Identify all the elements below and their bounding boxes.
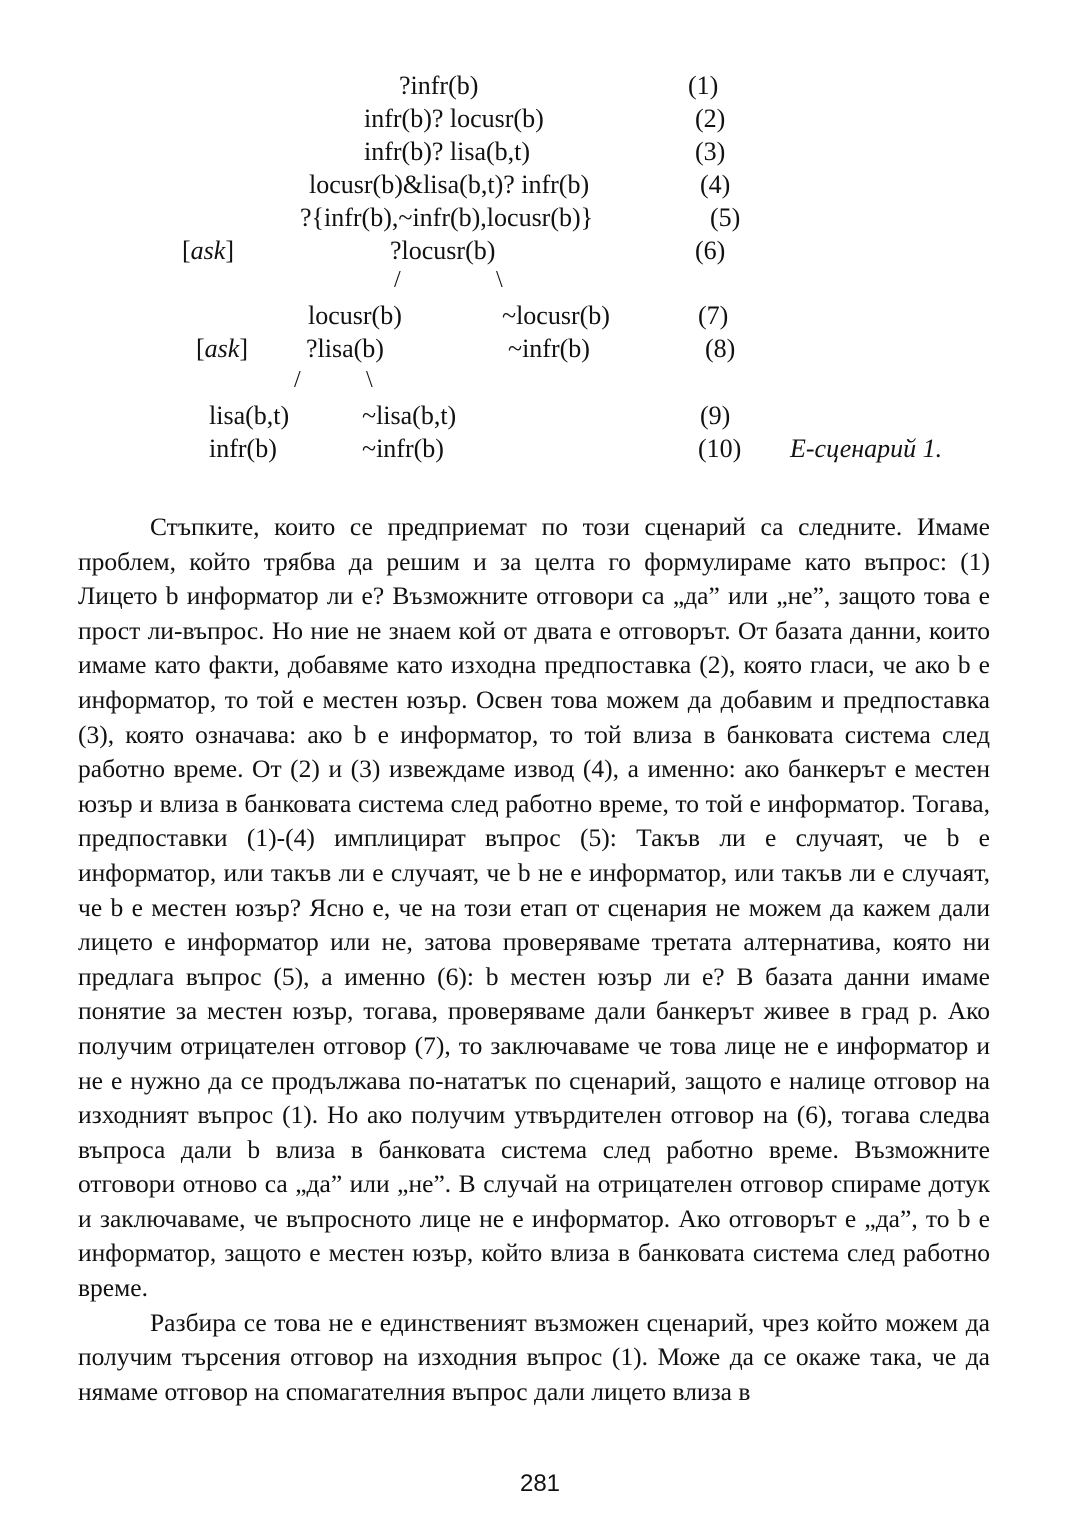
formula-line-6: ?locusr(b) <box>390 236 496 265</box>
page-number: 281 <box>519 1470 561 1497</box>
formula-number-2: (2) <box>695 104 726 133</box>
formula-number-8: (8) <box>705 334 736 363</box>
formula-number-6: (6) <box>695 236 726 265</box>
formula-line-8-right: ~infr(b) <box>508 334 590 363</box>
formula-line-4: locusr(b)&lisa(b,t)? infr(b) <box>309 170 590 199</box>
branch-right-2: \ <box>366 367 373 393</box>
formula-number-5: (5) <box>710 203 741 232</box>
body-text <box>78 510 990 1409</box>
formula-line-7-right: ~locusr(b) <box>502 301 610 330</box>
ask-word: ask <box>204 334 240 363</box>
paragraph-2: Разбира се това не е единственият възможен сценарий, чрез който можем да получим търсения отговор на изходния въпрос (1). Може да се окаже така, че да нямаме отговор на спомагателния въпрос дали лицето влиза в <box>78 1307 990 1406</box>
branch-right-1: \ <box>496 267 503 293</box>
scenario-caption: Е-сценарий 1. <box>790 434 943 463</box>
formula-number-9: (9) <box>700 401 731 430</box>
formula-number-4: (4) <box>700 170 731 199</box>
formula-line-9-right: ~lisa(b,t) <box>362 401 457 430</box>
ask-label-6: [ask] <box>182 236 235 265</box>
formula-line-7-left: locusr(b) <box>308 301 402 330</box>
formula-line-1: ?infr(b) <box>399 71 479 100</box>
formula-line-8-left: ?lisa(b) <box>306 334 384 363</box>
formula-line-9-left: lisa(b,t) <box>209 401 290 430</box>
formula-number-7: (7) <box>698 301 729 330</box>
formula-number-3: (3) <box>695 137 726 166</box>
ask-word: ask <box>190 236 226 265</box>
formula-line-5: ?{infr(b),~infr(b),locusr(b)} <box>300 203 594 232</box>
formula-line-10-left: infr(b) <box>209 434 277 463</box>
formula-line-2: infr(b)? locusr(b) <box>364 104 544 133</box>
paragraph-1: Стъпките, които се предприемат по този сценарий са следните. Имаме проблем, който трябва да решим и за целта го формулираме като въпрос: (1) Лицето b информатор ли е? Възможните отговори са „да” или „не”, защото това е прост ли-въпрос. Но ние не знаем кой от двата е отговорът. От базата данни, които имаме като факти, добавяме като изходна предпоставка (2), която гласи, че ако b е информатор, то той е местен юзър. Освен това можем да добавим и предпоставка (3), която означава: ако b е информатор, то той влиза в банковата система след работно време. От (2) и (3) извеждаме извод (4), а именно: ако банкерът е местен юзър и влиза в банковата система след работно време, то той е информатор. Тогава, предпоставки (1)-(4) имплицират въпрос (5): Такъв ли е случаят, че b е информатор, или такъв ли е случаят, че b не е информатор, или такъв ли е случаят, че b е местен юзър? Ясно е, че на този етап от сценария не можем да кажем дали лицето е информатор или не, затова проверяваме третата алтернатива, която ни предлага въпрос (5), а именно (6): b местен юзър ли е? В базата данни имаме понятие за местен юзър, тогава, проверяваме дали банкерът живее в град p. Ако получим отрицателен отговор (7), то заключаваме че това лице не е информатор и не е нужно да се продължава по-нататък по сценарий, защото е налице отговор на изходният въпрос (1). Но ако получим утвърдителен отговор на (6), тогава следва въпроса дали b влиза в банковата система след работно време. Възможните отговори отново са „да” или „не”. В случай на отрицателен отговор спираме дотук и заключаваме, че въпросното лице не е информатор. Ако отговорът е „да”, то b е информатор, защото е местен юзър, който влиза в банковата система след работно време. <box>78 512 990 1303</box>
formula-number-10: (10) <box>698 434 742 463</box>
formula-line-3: infr(b)? lisa(b,t) <box>364 137 531 166</box>
branch-left-1: / <box>394 267 401 293</box>
branch-left-2: / <box>294 367 301 393</box>
formula-line-10-right: ~infr(b) <box>362 434 444 463</box>
ask-label-8: [ask] <box>196 334 249 363</box>
formula-number-1: (1) <box>688 71 719 100</box>
